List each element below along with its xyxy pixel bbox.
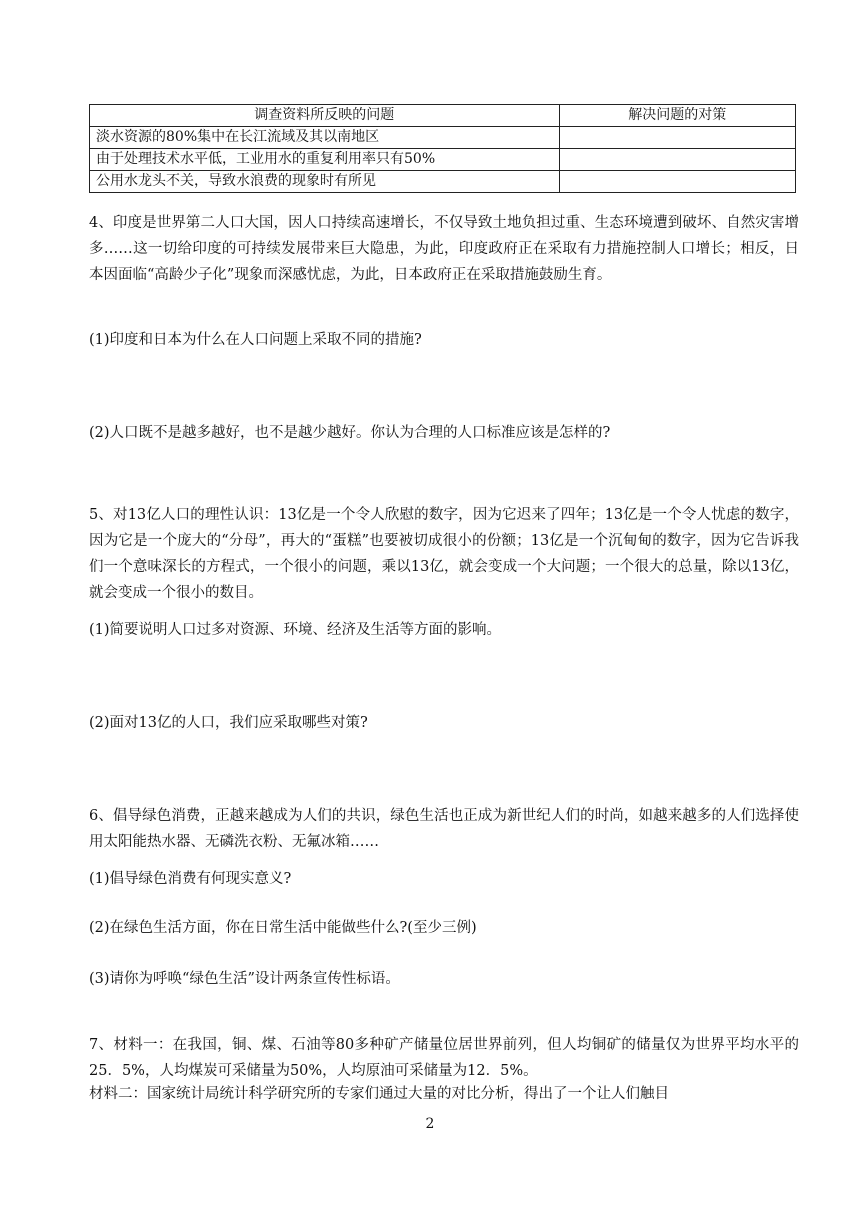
question-7-material-1: 7、材料一：在我国，铜、煤、石油等80多种矿产储量位居世界前列，但人均铜矿的储量仅为世界平均水平的25．5%，人均煤炭可采储量为50%，人均原油可采储量为12．5%。 (89, 1037, 799, 1079)
table-cell-problem: 公用水龙头不关，导致水浪费的现象时有所见 (90, 171, 560, 193)
table-cell-problem: 由于处理技术水平低，工业用水的重复利用率只有50% (90, 149, 560, 171)
question-6-sub-3: (3)请你为呼唤“绿色生活”设计两条宣传性标语。 (89, 971, 400, 987)
table-cell-solution (559, 149, 795, 171)
page-number: 2 (425, 1116, 435, 1132)
question-6-sub-2: (2)在绿色生活方面，你在日常生活中能做些什么?(至少三例) (89, 920, 477, 936)
table-cell-problem: 淡水资源的80%集中在长江流域及其以南地区 (90, 127, 560, 149)
table-row (90, 127, 796, 149)
question-5-text: 5、对13亿人口的理性认识：13亿是一个令人欣慰的数字，因为它迟来了四年；13亿是一个令人忧虑的数字，因为它是一个庞大的“分母”，再大的“蛋糕”也要被切成很小的份额；13亿是一个沉甸甸的数字，因为它告诉我们一个意味深长的方程式，一个很小的问题，乘以13亿，就会变成一个大问题；一个很大的总量，除以13亿，就会变成一个很小的数目。 (89, 507, 799, 601)
table-cell-solution (559, 171, 795, 193)
table-cell-solution (559, 127, 795, 149)
question-5-sub-1: (1)简要说明人口过多对资源、环境、经济及生活等方面的影响。 (89, 622, 502, 638)
survey-table (89, 104, 796, 193)
question-4-sub-2: (2)人口既不是越多越好，也不是越少越好。你认为合理的人口标准应该是怎样的? (89, 425, 611, 441)
question-7-material-2: 材料二：国家统计局统计科学研究所的专家们通过大量的对比分析，得出了一个让人们触目 (89, 1086, 669, 1102)
question-4-text: 4、印度是世界第二人口大国，因人口持续高速增长，不仅导致土地负担过重、生态环境遭到破坏、自然灾害增多……这一切给印度的可持续发展带来巨大隐患，为此，印度政府正在采取有力措施控制人口增长；相反，日本因面临“高龄少子化”现象而深感忧虑，为此，日本政府正在采取措施鼓励生育。 (89, 215, 799, 283)
question-4-sub-1: (1)印度和日本为什么在人口问题上采取不同的措施? (89, 332, 422, 348)
table-header-problem: 调查资料所反映的问题 (90, 105, 560, 127)
question-5-sub-2: (2)面对13亿的人口，我们应采取哪些对策? (89, 715, 368, 731)
question-6-sub-1: (1)倡导绿色消费有何现实意义? (89, 871, 292, 887)
table-header-solution: 解决问题的对策 (559, 105, 795, 127)
table-row (90, 149, 796, 171)
question-6-text: 6、倡导绿色消费，正越来越成为人们的共识，绿色生活也正成为新世纪人们的时尚，如越来越多的人们选择使用太阳能热水器、无磷洗衣粉、无氟冰箱…… (89, 808, 799, 850)
table-header-row (90, 105, 796, 127)
table-row (90, 171, 796, 193)
